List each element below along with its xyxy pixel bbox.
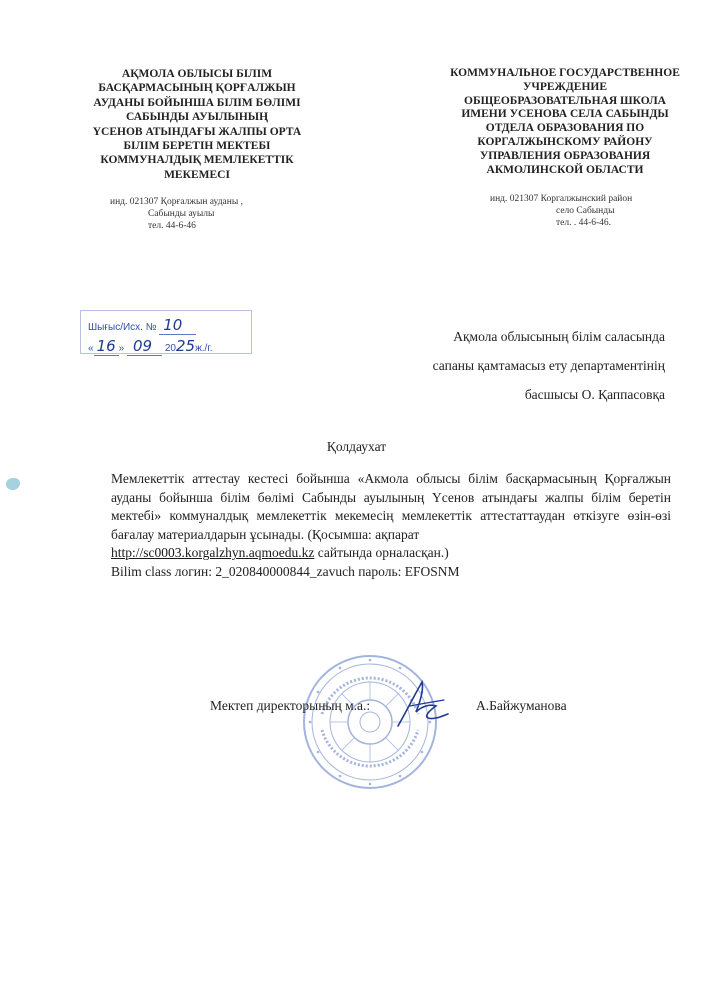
address-line: Сабынды ауылы <box>148 209 215 219</box>
right-header-line: ИМЕНИ УСЕНОВА СЕЛА САБЫНДЫ <box>461 108 669 121</box>
address-line: тел. . 44-6-46. <box>556 218 612 228</box>
quote-mark: » <box>118 343 125 354</box>
signature-label: Мектеп директорының м.а.: <box>210 698 371 713</box>
left-header-line: САБЫНДЫ АУЫЛЫНЫҢ <box>125 111 269 124</box>
left-header <box>62 67 332 182</box>
outgoing-year: 25 <box>176 337 196 355</box>
outgoing-number-line <box>88 316 196 334</box>
year-suffix: ж./г. <box>195 343 213 354</box>
left-header-line: КОММУНАЛДЫҚ МЕМЛЕКЕТТІК <box>100 154 294 167</box>
outgoing-label: Шығыс/Исх. № <box>88 322 157 333</box>
left-header-line: МЕКЕМЕСІ <box>164 168 230 181</box>
signer-name: А.Байжуманова <box>476 698 567 713</box>
website-link[interactable]: http://sc0003.korgalzhyn.aqmoedu.kz <box>111 545 315 561</box>
recipient-block <box>265 322 665 409</box>
right-header-line: КОММУНАЛЬНОЕ ГОСУДАРСТВЕННОЕ <box>450 67 680 79</box>
outgoing-date-line <box>88 337 213 355</box>
address-line: инд. 021307 Қорғалжын ауданы , <box>110 197 243 207</box>
left-header-line: АҚМОЛА ОБЛЫСЫ БІЛІМ <box>121 68 273 80</box>
left-address <box>110 196 310 232</box>
address-line: инд. 021307 Коргалжынский район <box>490 194 633 204</box>
outgoing-month: 09 <box>127 337 162 356</box>
year-prefix: 20 <box>164 343 176 354</box>
left-header-line: БАСҚАРМАСЫНЫҢ ҚОРҒАЛЖЫН <box>98 82 296 95</box>
right-header-line: УЧРЕЖДЕНИЕ <box>522 80 608 93</box>
outgoing-number: 10 <box>159 316 196 335</box>
outgoing-day: 16 <box>94 337 119 356</box>
right-header-line: ОТДЕЛА ОБРАЗОВАНИЯ ПО <box>485 122 645 135</box>
body-after-link: сайтында орналасқан.) <box>314 545 449 561</box>
address-line: тел. 44-6-46 <box>148 221 196 231</box>
quote-mark: « <box>88 343 94 354</box>
right-header-line: АКМОЛИНСКОЙ ОБЛАСТИ <box>486 163 644 176</box>
ink-blot <box>6 478 20 490</box>
document-title: Қолдаухат <box>326 439 387 454</box>
recipient-line: Ақмола облысының білім саласында <box>453 329 665 344</box>
right-header-line: КОРГАЛЖЫНСКОМУ РАЙОНУ <box>477 135 653 148</box>
right-header-line: ОБЩЕОБРАЗОВАТЕЛЬНАЯ ШКОЛА <box>464 94 666 107</box>
handwritten-signature-icon <box>392 676 452 730</box>
login-line: Bilim class логин: 2_020840000844_zavuch пароль: EFOSNM <box>111 563 460 579</box>
left-header-line: АУДАНЫ БОЙЫНША БІЛІМ БӨЛІМІ <box>93 96 301 109</box>
right-header-line: УПРАВЛЕНИЯ ОБРАЗОВАНИЯ <box>479 149 651 162</box>
right-address <box>470 193 690 229</box>
recipient-line: сапаны қамтамасыз ету департаментінің <box>432 358 665 373</box>
recipient-line: басшысы О. Қаппасовқа <box>524 387 665 402</box>
letter-body <box>111 470 671 582</box>
left-header-line: БІЛІМ БЕРЕТІН МЕКТЕБІ <box>123 140 271 153</box>
right-header <box>420 67 710 177</box>
address-line: село Сабынды <box>556 206 615 216</box>
left-header-line: ҮСЕНОВ АТЫНДАҒЫ ЖАЛПЫ ОРТА <box>92 125 302 138</box>
outgoing-stamp <box>88 314 248 354</box>
body-paragraph: Мемлекеттік аттестау кестесі бойынша «Акмола облысы білім басқармасының Қорғалжын ауданы бойынша білім бөлімі Сабынды ауылының Үсенов атындағы жалпы білім беретін мектебі» коммуналдық мемлекеттік мекемесің мемлекеттік аттестаттаудан өткізуге өзін-өзі бағалау материалдарын ұсынады. (Қосымша: ақпарат <box>111 471 671 542</box>
